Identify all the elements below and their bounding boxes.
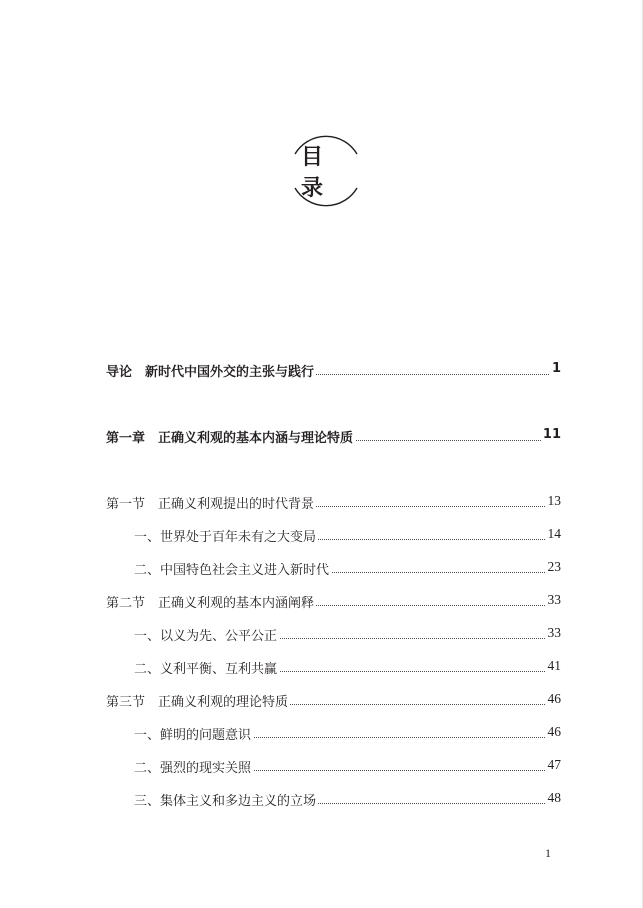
toc-entry-page: 41 [547, 658, 561, 673]
toc-entry-label: 二、义利平衡、互利共赢 [134, 658, 279, 677]
toc-entry-label: 导论 新时代中国外交的主张与践行 [106, 361, 316, 380]
toc-entry-chapter-1[interactable] [0, 427, 643, 451]
toc-entry-page: 46 [547, 691, 561, 706]
toc-entry-subsection[interactable] [0, 757, 643, 781]
toc-entry-section-1-3[interactable] [0, 691, 643, 715]
toc-entry-page: 33 [547, 625, 561, 640]
toc-entry-subsection[interactable] [0, 658, 643, 682]
toc-entry-intro[interactable] [0, 361, 643, 385]
toc-entry-subsection[interactable] [0, 724, 643, 748]
page-number: 1 [545, 846, 551, 860]
toc-entry-label: 第一章 正确义利观的基本内涵与理论特质 [106, 427, 355, 446]
toc-entry-page: 47 [547, 757, 561, 772]
toc-entry-page: 46 [547, 724, 561, 739]
page-title: 目 录 [301, 145, 342, 201]
toc-entry-page: 23 [547, 559, 561, 574]
toc-entry-page: 33 [547, 592, 561, 607]
toc-entry-subsection[interactable] [0, 790, 643, 814]
toc-entry-page: 48 [547, 790, 561, 805]
toc-entry-section-1-1[interactable] [0, 493, 643, 517]
title-ornament [283, 130, 369, 212]
toc-entry-subsection[interactable] [0, 625, 643, 649]
toc-entry-subsection[interactable] [0, 526, 643, 550]
toc-entry-page: 11 [542, 427, 561, 442]
toc-entry-label: 三、集体主义和多边主义的立场 [134, 790, 318, 809]
toc-entry-label: 第二节 正确义利观的基本内涵阐释 [106, 592, 316, 611]
toc-entry-page: 1 [551, 361, 561, 376]
toc-entry-label: 一、以义为先、公平公正 [134, 625, 279, 644]
toc-entry-label: 二、强烈的现实关照 [134, 757, 253, 776]
toc-entry-label: 二、中国特色社会主义进入新时代 [134, 559, 331, 578]
toc-entry-subsection[interactable] [0, 559, 643, 583]
toc-entry-label: 一、世界处于百年未有之大变局 [134, 526, 318, 545]
toc-entry-page: 14 [547, 526, 561, 541]
toc-entry-section-1-2[interactable] [0, 592, 643, 616]
toc-entry-page: 13 [547, 493, 561, 508]
toc-entry-label: 第一节 正确义利观提出的时代背景 [106, 493, 316, 512]
toc-entry-label: 一、鲜明的问题意识 [134, 724, 253, 743]
toc-entry-label: 第三节 正确义利观的理论特质 [106, 691, 290, 710]
